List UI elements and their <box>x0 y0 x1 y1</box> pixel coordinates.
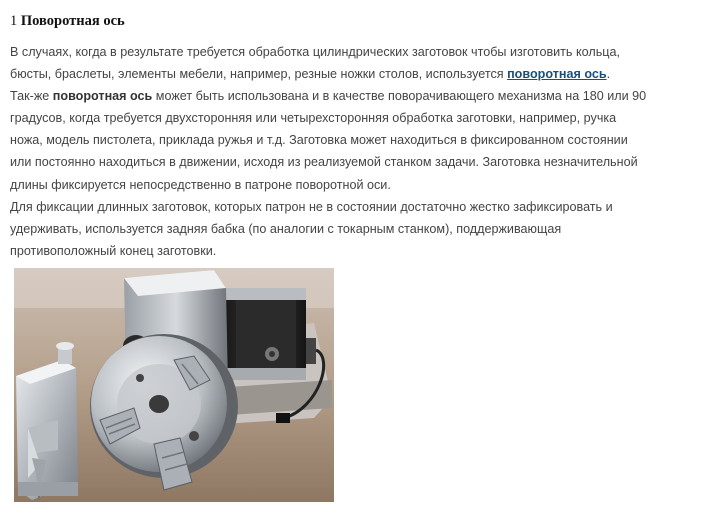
paragraph2-line5: длины фиксируется непосредственно в патроне поворотной оси. <box>10 177 391 192</box>
paragraph1-line1: В случаях, когда в результате требуется обработка цилиндрических заготовок чтобы изготовить кольца, <box>10 45 621 59</box>
paragraph2-line2: градусов, когда требуется двухсторонняя или четырехсторонняя обработка заготовки, например, ручка <box>10 111 617 126</box>
section-title: Поворотная ось <box>20 13 125 29</box>
paragraph2-line1-pre: Так-же <box>10 89 53 104</box>
article-body <box>10 41 715 262</box>
text-line <box>10 107 715 129</box>
section-heading <box>10 13 125 30</box>
text-line <box>10 240 715 262</box>
paragraph3-line1: Для фиксации длинных заготовок, которых патрон не в состоянии достаточно жестко зафиксировать и <box>10 199 613 214</box>
paragraph2-line1-post: может быть использована и в качестве поворачивающего механизма на 180 или 90 <box>152 89 647 104</box>
text-line <box>10 218 715 240</box>
paragraph2-line4: или постоянно находиться в движении, исходя из реализуемой станком задачи. Заготовка незначительной <box>10 155 638 170</box>
paragraph1-line2-end: . <box>606 67 611 82</box>
text-line <box>10 174 715 196</box>
rotary-axis-link[interactable]: поворотная ось <box>507 67 607 82</box>
text-line <box>10 196 715 218</box>
rotary-axis-photo <box>14 268 334 502</box>
paragraph2-line3: ножа, модель пистолета, приклада ружья и т.д. Заготовка может находиться в фиксированном состоянии <box>10 133 628 148</box>
text-line <box>10 85 715 107</box>
paragraph3-line3: противоположный конец заготовки. <box>10 243 217 258</box>
paragraph3-line2: удерживать, используется задняя бабка (по аналогии с токарным станком), поддерживающая <box>10 221 562 236</box>
section-number: 1 <box>10 13 18 29</box>
text-line <box>10 63 715 85</box>
text-line <box>10 129 715 151</box>
rotary-axis-illustration <box>14 268 334 502</box>
text-line <box>10 41 715 63</box>
paragraph1-line2-text: бюсты, браслеты, элементы мебели, например, резные ножки столов, используется <box>10 67 508 82</box>
rotary-axis-keyword: поворотная ось <box>52 89 153 104</box>
text-line <box>10 151 715 173</box>
